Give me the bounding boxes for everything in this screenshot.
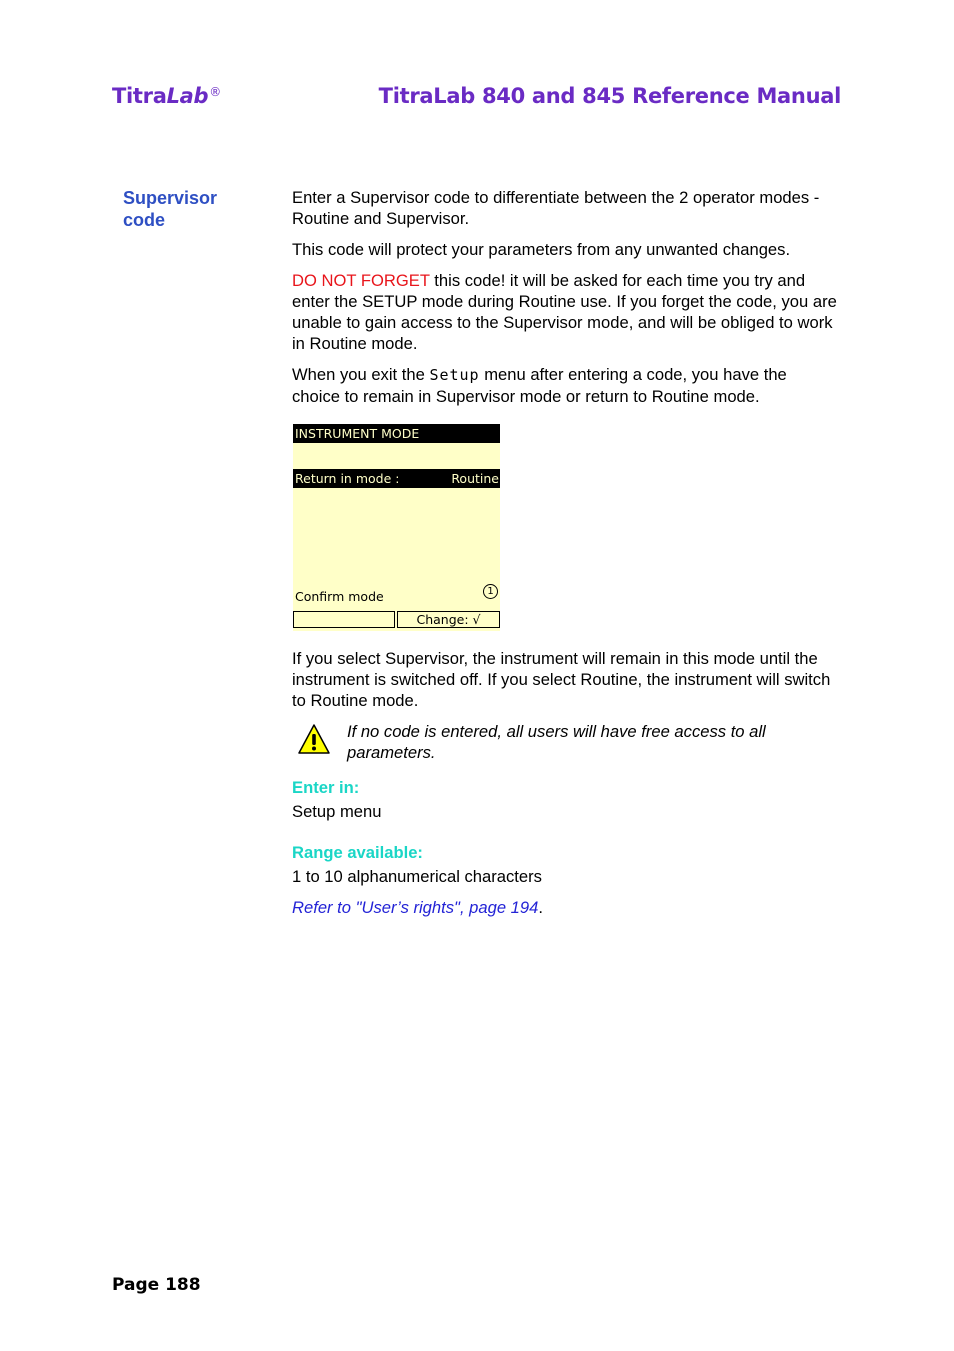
reference-period: . bbox=[538, 898, 543, 917]
lcd-return-mode-row bbox=[293, 469, 500, 488]
paragraph-intro: Enter a Supervisor code to differentiate between the 2 operator modes - Routine and Supervisor. bbox=[292, 188, 820, 228]
enter-in-value: Setup menu bbox=[292, 802, 382, 821]
section-title-line2: code bbox=[123, 210, 166, 230]
note-text: If no code is entered, all users will have free access to all parameters. bbox=[347, 722, 766, 762]
users-rights-link[interactable]: Refer to "User’s rights", page 194 bbox=[292, 898, 539, 917]
paragraph-exit-setup-before: When you exit the bbox=[292, 365, 430, 384]
range-available-label: Range available: bbox=[292, 843, 423, 862]
lcd-softkey-left bbox=[293, 611, 395, 628]
lcd-return-mode-value: Routine bbox=[451, 471, 499, 486]
lcd-key-1-icon: 1 bbox=[483, 584, 498, 599]
reference-paragraph bbox=[292, 897, 837, 918]
setup-menu-keyword: Setup bbox=[429, 366, 480, 384]
paragraph-exit-setup-after: menu after entering a code, you have the choice to remain in Supervisor mode or return to Routine mode. bbox=[292, 365, 787, 406]
paragraph-warning-rest: this code! it will be asked for each time you try and enter the SETUP mode during Routine use. If you forget the code, you are unable to gain access to the Supervisor mode, and will be obliged to work in Routine mode. bbox=[292, 271, 837, 353]
paragraph-exit-setup bbox=[292, 364, 837, 407]
page-number: Page 188 bbox=[112, 1275, 201, 1295]
range-available-value: 1 to 10 alphanumerical characters bbox=[292, 867, 542, 886]
brand-prefix: Titra bbox=[112, 84, 167, 108]
note-block bbox=[292, 721, 837, 763]
warning-icon bbox=[297, 723, 331, 755]
lcd-return-mode-label: Return in mode : bbox=[295, 471, 400, 486]
paragraph-warning bbox=[292, 270, 837, 354]
do-not-forget-text: DO NOT FORGET bbox=[292, 271, 430, 290]
instrument-mode-lcd-screen bbox=[293, 424, 500, 631]
registered-mark: ® bbox=[209, 85, 221, 99]
lcd-title-bar: INSTRUMENT MODE bbox=[293, 424, 500, 443]
section-title-line1: Supervisor bbox=[123, 188, 218, 208]
lcd-softkey-change: Change: √ bbox=[397, 611, 500, 628]
section-body bbox=[292, 187, 837, 928]
brand-suffix: Lab bbox=[166, 84, 209, 108]
enter-in-label: Enter in: bbox=[292, 778, 360, 797]
section-title bbox=[123, 187, 273, 231]
paragraph-protect: This code will protect your parameters from any unwanted changes. bbox=[292, 240, 791, 259]
paragraph-select-mode: If you select Supervisor, the instrument will remain in this mode until the instrument is switched off. If you select Routine, the instrument will switch to Routine mode. bbox=[292, 649, 831, 710]
lcd-confirm-mode-label: Confirm mode bbox=[295, 589, 384, 604]
manual-title: TitraLab 840 and 845 Reference Manual bbox=[378, 84, 841, 108]
brand-logo bbox=[112, 84, 221, 108]
